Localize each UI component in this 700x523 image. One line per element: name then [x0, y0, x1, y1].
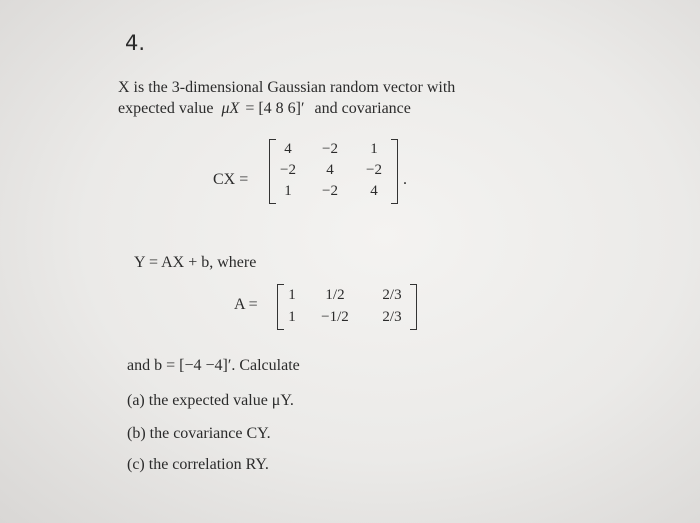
a-cell: 2/3: [382, 287, 402, 303]
a-cell: 1/2: [325, 287, 345, 303]
cx-cell: −2: [280, 162, 296, 178]
cx-cell: 4: [370, 183, 378, 199]
mu-x-vector: = [4 8 6]′: [245, 100, 305, 117]
y-definition: Y = AX + b, where: [134, 254, 257, 271]
cx-cell: −2: [322, 141, 338, 157]
cx-cell: 1: [284, 183, 292, 199]
b-definition: and b = [−4 −4]′. Calculate: [127, 357, 300, 374]
cx-label: CX =: [213, 171, 249, 188]
mu-x-symbol: μX: [221, 100, 240, 117]
cx-end: .: [403, 171, 407, 188]
part-b: (b) the covariance CY.: [127, 425, 271, 442]
a-cell: 2/3: [382, 309, 402, 325]
cx-cell: 1: [370, 141, 378, 157]
part-a: (a) the expected value μY.: [127, 392, 294, 409]
intro-line-1: X is the 3-dimensional Gaussian random vector with: [118, 79, 456, 96]
a-cell: −1/2: [321, 309, 349, 325]
intro-line-2: [118, 101, 411, 117]
intro-line-2-post: and covariance: [314, 100, 411, 117]
a-cell: 1: [288, 309, 296, 325]
problem-number: 4.: [125, 31, 146, 55]
cx-cell: −2: [322, 183, 338, 199]
cx-cell: −2: [366, 162, 382, 178]
a-label: A =: [234, 296, 258, 313]
intro-line-2-pre: expected value: [118, 100, 214, 117]
part-c: (c) the correlation RY.: [127, 456, 269, 473]
cx-cell: 4: [326, 162, 334, 178]
cx-cell: 4: [284, 141, 292, 157]
a-cell: 1: [288, 287, 296, 303]
